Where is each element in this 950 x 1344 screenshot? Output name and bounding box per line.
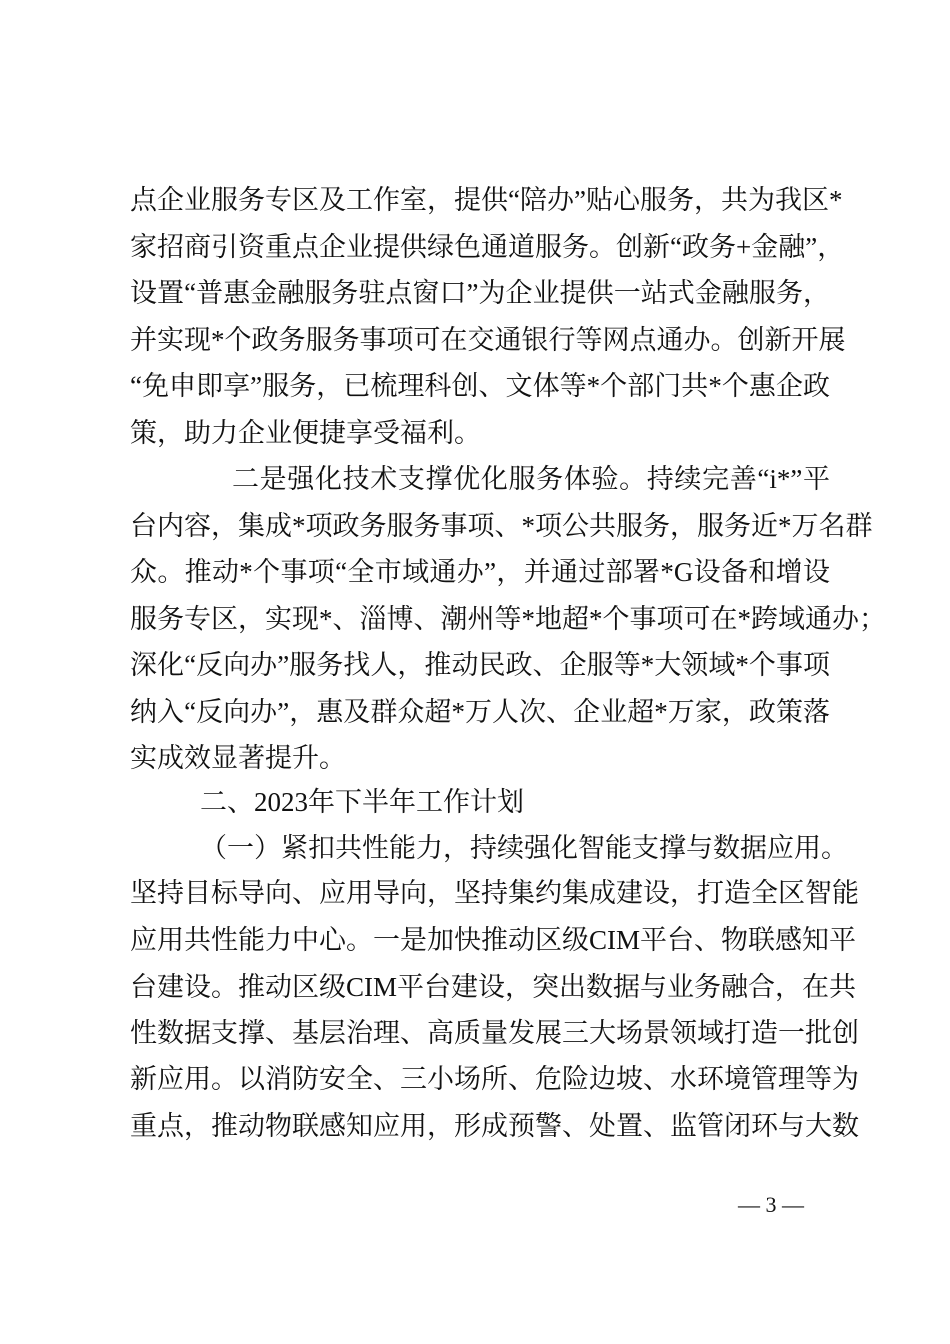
body-text-line: 策，助力企业便捷享受福利。 [130,418,481,448]
body-text-line: 深化“反向办”服务找人，推动民政、企服等*大领域*个事项 [130,650,830,680]
body-text-line: 众。推动*个事项“全市域通办”，并通过部署*G设备和增设 [130,557,830,587]
body-text-line: 台建设。推动区级CIM平台建设，突出数据与业务融合，在共 [130,972,857,1002]
body-text-line: 设置“普惠金融服务驻点窗口”为企业提供一站式金融服务， [130,278,830,308]
paragraph-start-line: 二是强化技术支撑优化服务体验。持续完善“i*”平 [232,464,830,494]
page-number: — 3 — [738,1192,804,1217]
body-text-line: 家招商引资重点企业提供绿色通道服务。创新“政务+金融”， [130,232,845,262]
body-text-line: 应用共性能力中心。一是加快推动区级CIM平台、物联感知平 [130,925,857,955]
body-text-line: 服务专区，实现*、淄博、潮州等*地超*个事项可在*跨域通办； [130,604,886,634]
body-text-line: 新应用。以消防安全、三小场所、危险边坡、水环境管理等为 [130,1064,859,1094]
body-text-line: 并实现*个政务服务事项可在交通银行等网点通办。创新开展 [130,325,846,355]
body-text-line: 实成效显著提升。 [130,743,346,773]
body-text-line: 性数据支撑、基层治理、高质量发展三大场景领域打造一批创 [130,1018,859,1048]
body-text-line: “免申即享”服务，已梳理科创、文体等*个部门共*个惠企政 [130,371,830,401]
body-text-line: 坚持目标导向、应用导向，坚持集约集成建设，打造全区智能 [130,878,859,908]
body-text-line: 台内容，集成*项政务服务事项、*项公共服务，服务近*万名群 [130,511,873,541]
body-text-line: 重点，推动物联感知应用，形成预警、处置、监管闭环与大数 [130,1111,859,1141]
body-text-line: 点企业服务专区及工作室，提供“陪办”贴心服务，共为我区* [130,185,843,215]
section-heading: 二、2023年下半年工作计划 [200,787,524,817]
subsection-heading: （一）紧扣共性能力，持续强化智能支撑与数据应用。 [200,833,848,863]
body-text-line: 纳入“反向办”，惠及群众超*万人次、企业超*万家，政策落 [130,697,830,727]
